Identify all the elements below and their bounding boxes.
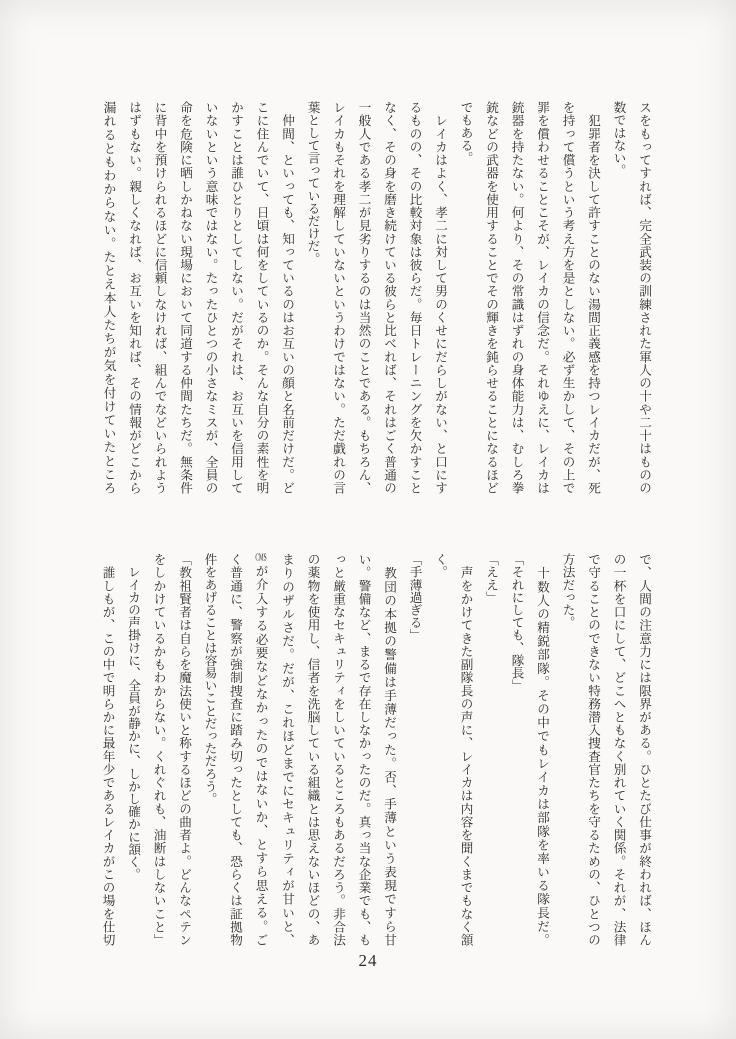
tcy-latin-acronym: CMS [255, 553, 267, 564]
text-line: く普通に、警察が強制捜査に踏み切ったとしても、恐らくは証拠物 [228, 553, 242, 946]
text-line: 十数人の精鋭部隊。その中でもレイカは部隊を率いる隊長だ。 [535, 553, 549, 946]
text-line: 仲間、といっても、知っているのはお互いの顔と名前だけだ。ど [280, 101, 294, 494]
text-line: かすことは誰ひとりとしてしない。だがそれは、お互いを信用して [229, 101, 243, 494]
text-line: 銃器を持たない。何より、その常識はずれの身体能力は、むしろ拳 [509, 101, 524, 494]
text-line: 「手薄過ぎる」 [407, 553, 422, 642]
text-line: 「ええ」 [484, 553, 498, 604]
text-line: 方法だった。 [560, 553, 575, 629]
text-line: 声をかけてきた副隊長の声に、レイカは内容を聞くまでもなく頷 [458, 553, 473, 946]
text-line: を持って償うという考え方を是としない。必ず生かして、その上で [560, 101, 575, 494]
text-line: レイカの声掛けに、全員が静かに、しかし確かに頷く。 [126, 553, 140, 881]
text-line: に背中を預けられるほどに信頼しなければ、組んでなどいられよう [152, 101, 167, 494]
text-line: まりのザルさだ。だが、これほどまでにセキュリティが甘いと、 [280, 553, 294, 946]
text-line: で、人間の注意力には限界がある。ひとたび仕事が終われば、ほん [637, 553, 651, 946]
text-line: 件をあげることは容易いことだっただろう。 [202, 553, 217, 805]
text-line: 数ではない。 [611, 101, 626, 177]
text-line: レイカもそれを理解していないというわけではない。ただ戯れの言 [331, 101, 345, 494]
text-line: スをもってすれば、完全武装の訓練された軍人の十や二十はものの [637, 101, 651, 494]
text-line: 教団の本拠の警備は手薄だった。否、手薄という表現ですら甘 [382, 553, 396, 946]
text-line: でもある。 [458, 101, 473, 164]
text-line: CMSが介入する必要などなかったのではないか、とすら思える。ご [253, 553, 268, 946]
text-block-bottom [94, 553, 656, 946]
text-line: レイカはよく、孝二に対して男のくせにだらしがない、と口にす [433, 101, 447, 494]
text-line: 「教祖賢者は自らを魔法使いと称するほどの曲者よ。どんなペテン [177, 553, 191, 946]
page-number: 24 [358, 951, 378, 970]
text-line: い。警備など、まるで存在しなかったのだ。真っ当な企業でも、も [356, 553, 371, 946]
text-line: 漏れるともわからない。たとえ本人たちが気を付けていたところ [101, 101, 116, 494]
text-line: 命を危険に晒しかねない現場において同道する仲間たちだ。無条件 [178, 101, 192, 494]
text-line: こに住んでいて、日頃は何をしているのか。そんな自分の素性を明 [254, 101, 269, 494]
text-line: はずもない。親しくなれば、お互いを知れば、その情報がどこから [127, 101, 141, 494]
text-block-top [95, 101, 656, 494]
text-line: るものの、その比較対象は彼らだ。毎日トレーニングを欠かすこと [407, 101, 422, 494]
text-line: 誰しもが、この中で明らかに最年少であるレイカがこの場を仕切 [100, 553, 115, 946]
text-line: 「それにしても、隊長」 [509, 553, 524, 692]
text-line: の一杯を口にして、どこへともなく別れていく関係。それが、法律 [611, 553, 626, 946]
text-line: で守ることのできない特務潜入捜査官たちを守るための、ひとつの [586, 553, 600, 946]
text-line: の薬物を使用し、信者を洗脳している組織とは思えないほどの、あ [305, 553, 320, 946]
text-line: く。 [433, 553, 447, 579]
text-line: 一般人である孝二が見劣りするのは当然のことである。もちろん、 [356, 101, 371, 494]
text-line: なく、その身を磨き続けている彼らと比べれば、それはごく普通の [382, 101, 396, 494]
text-line: 罪を償わせることこそが、レイカの信念だ。それゆえに、レイカは [535, 101, 549, 494]
text-line: 銃などの武器を使用することでその輝きを鈍らせることになるほど [484, 101, 498, 494]
text-line: 犯罪者を決して許すことのない湯間正義感を持つレイカだが、死 [586, 101, 600, 494]
text-line: っと厳重なセキュリティをしいているところもあるだろう。非合法 [331, 553, 345, 946]
text-line: いないという意味ではない。たったひとつの小さなミスが、全員の [203, 101, 218, 494]
text-line: 葉として言っているだけだ。 [305, 101, 320, 265]
text-line: をしかけているかもわからない。くれぐれも、油断はしないこと」 [151, 553, 166, 946]
